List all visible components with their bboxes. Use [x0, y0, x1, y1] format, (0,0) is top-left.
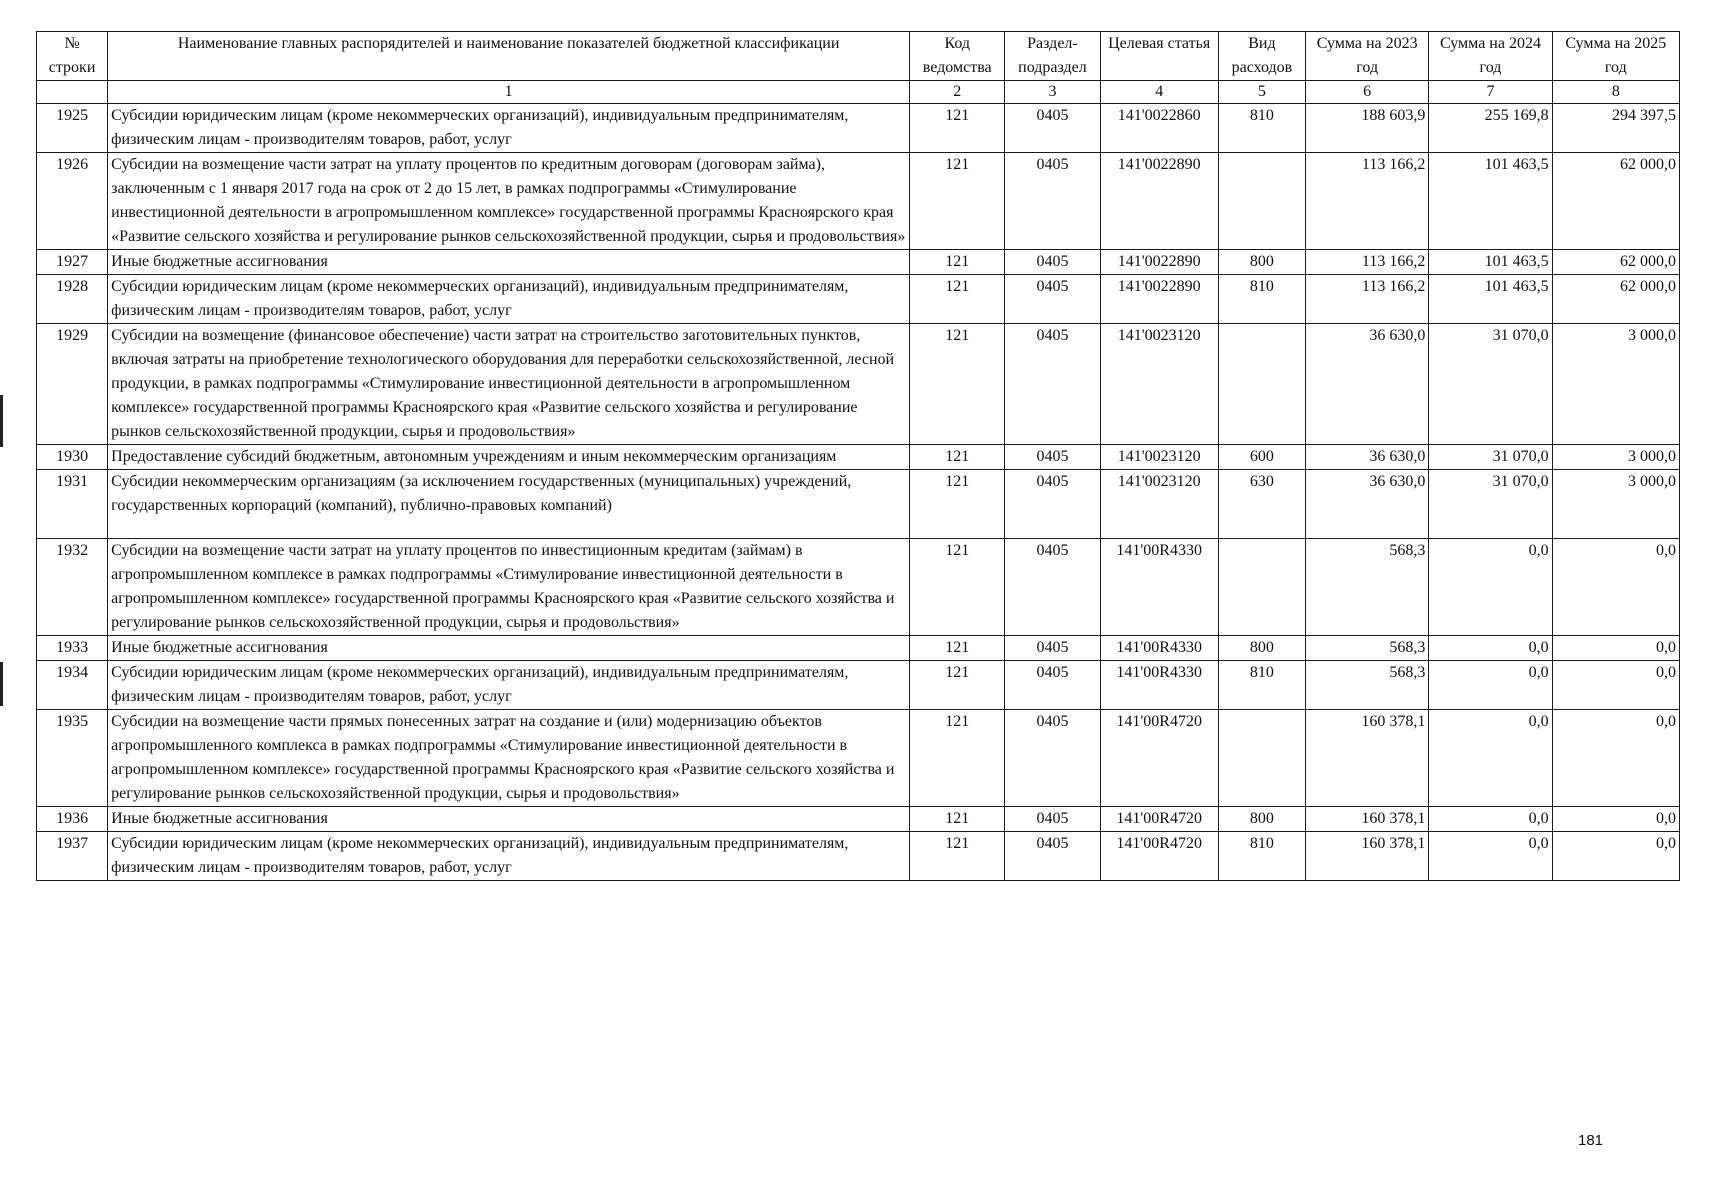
- sum-2023: 568,3: [1306, 661, 1429, 710]
- row-name: Субсидии на возмещение части затрат на уплату процентов по инвестиционным кредитам (займам) в агропромышленном комплексе в рамках подпрограммы «Стимулирование инвестиционной деятельности в агропромышленном комплексе» государственной программы Красноярского края «Развитие сельского хозяйства и регулирование рынков сельскохозяйственной продукции, сырья и продовольствия»: [108, 539, 910, 636]
- section-code: 0405: [1005, 275, 1100, 324]
- section-code: 0405: [1005, 104, 1100, 153]
- sum-2025: 3 000,0: [1552, 324, 1679, 445]
- sum-2024: 101 463,5: [1429, 250, 1552, 275]
- header-row-number: № строки: [37, 32, 108, 81]
- sum-2024: 101 463,5: [1429, 153, 1552, 250]
- table-body: [37, 104, 1680, 881]
- table-row: [37, 153, 1680, 250]
- table-row: [37, 250, 1680, 275]
- row-name: Субсидии на возмещение (финансовое обеспечение) части затрат на строительство заготовительных пунктов, включая затраты на приобретение технологического оборудования для переработки сельскохозяйственной, лесной продукции, в рамках подпрограммы «Стимулирование инвестиционной деятельности в агропромышленном комплексе» государственной программы Красноярского края «Развитие сельского хозяйства и регулирование рынков сельскохозяйственной продукции, сырья и продовольствия»: [108, 324, 910, 445]
- department-code: 121: [910, 324, 1005, 445]
- section-code: 0405: [1005, 661, 1100, 710]
- expense-kind: [1218, 710, 1305, 807]
- section-code: 0405: [1005, 832, 1100, 881]
- row-number: 1930: [37, 445, 108, 470]
- sum-2023: 160 378,1: [1306, 807, 1429, 832]
- section-code: 0405: [1005, 636, 1100, 661]
- department-code: 121: [910, 539, 1005, 636]
- row-name: Субсидии юридическим лицам (кроме некоммерческих организаций), индивидуальным предпринимателям, физическим лицам - производителям товаров, работ, услуг: [108, 104, 910, 153]
- expense-kind: [1218, 324, 1305, 445]
- department-code: 121: [910, 445, 1005, 470]
- target-article: 141'0023120: [1100, 445, 1218, 470]
- sum-2024: 255 169,8: [1429, 104, 1552, 153]
- row-name: Субсидии юридическим лицам (кроме некоммерческих организаций), индивидуальным предпринимателям, физическим лицам - производителям товаров, работ, услуг: [108, 832, 910, 881]
- column-number: 8: [1552, 81, 1679, 104]
- column-number: 6: [1306, 81, 1429, 104]
- sum-2025: 3 000,0: [1552, 445, 1679, 470]
- scan-margin-mark: [0, 395, 3, 447]
- column-number: 1: [108, 81, 910, 104]
- expense-kind: 800: [1218, 250, 1305, 275]
- column-number-row: [37, 81, 1680, 104]
- row-number: 1926: [37, 153, 108, 250]
- sum-2023: 113 166,2: [1306, 153, 1429, 250]
- row-number: 1927: [37, 250, 108, 275]
- sum-2025: 0,0: [1552, 710, 1679, 807]
- row-name: Субсидии некоммерческим организациям (за исключением государственных (муниципальных) учреждений, государственных корпораций (компаний), публично-правовых компаний): [108, 470, 910, 539]
- budget-table-container: [36, 31, 1680, 881]
- sum-2023: 113 166,2: [1306, 275, 1429, 324]
- sum-2024: 0,0: [1429, 807, 1552, 832]
- section-code: 0405: [1005, 807, 1100, 832]
- table-row: [37, 470, 1680, 539]
- table-row: [37, 445, 1680, 470]
- header-section: Раздел-подраздел: [1005, 32, 1100, 81]
- expense-kind: 810: [1218, 275, 1305, 324]
- sum-2025: 0,0: [1552, 636, 1679, 661]
- section-code: 0405: [1005, 539, 1100, 636]
- sum-2023: 36 630,0: [1306, 470, 1429, 539]
- sum-2024: 31 070,0: [1429, 470, 1552, 539]
- header-sum-2025: Сумма на 2025 год: [1552, 32, 1679, 81]
- header-department-code: Код ведомства: [910, 32, 1005, 81]
- header-expense-kind: Вид расходов: [1218, 32, 1305, 81]
- expense-kind: 800: [1218, 636, 1305, 661]
- department-code: 121: [910, 153, 1005, 250]
- table-row: [37, 636, 1680, 661]
- expense-kind: 630: [1218, 470, 1305, 539]
- expense-kind: [1218, 539, 1305, 636]
- table-row: [37, 710, 1680, 807]
- row-number: 1925: [37, 104, 108, 153]
- sum-2025: 0,0: [1552, 539, 1679, 636]
- row-name: Иные бюджетные ассигнования: [108, 636, 910, 661]
- row-number: 1931: [37, 470, 108, 539]
- sum-2025: 62 000,0: [1552, 275, 1679, 324]
- sum-2025: 62 000,0: [1552, 250, 1679, 275]
- sum-2023: 113 166,2: [1306, 250, 1429, 275]
- expense-kind: 810: [1218, 832, 1305, 881]
- sum-2023: 568,3: [1306, 539, 1429, 636]
- row-name: Субсидии на возмещение части прямых понесенных затрат на создание и (или) модернизацию объектов агропромышленного комплекса в рамках подпрограммы «Стимулирование инвестиционной деятельности в агропромышленном комплексе» государственной программы Красноярского края «Развитие сельского хозяйства и регулирование рынков сельскохозяйственной продукции, сырья и продовольствия»: [108, 710, 910, 807]
- target-article: 141'0023120: [1100, 470, 1218, 539]
- scan-margin-mark: [0, 662, 3, 706]
- expense-kind: 600: [1218, 445, 1305, 470]
- row-name: Субсидии юридическим лицам (кроме некоммерческих организаций), индивидуальным предпринимателям, физическим лицам - производителям товаров, работ, услуг: [108, 275, 910, 324]
- header-sum-2024: Сумма на 2024 год: [1429, 32, 1552, 81]
- sum-2025: 0,0: [1552, 807, 1679, 832]
- table-row: [37, 324, 1680, 445]
- sum-2025: 0,0: [1552, 832, 1679, 881]
- table-row: [37, 275, 1680, 324]
- sum-2023: 188 603,9: [1306, 104, 1429, 153]
- department-code: 121: [910, 636, 1005, 661]
- sum-2023: 160 378,1: [1306, 832, 1429, 881]
- sum-2023: 568,3: [1306, 636, 1429, 661]
- department-code: 121: [910, 470, 1005, 539]
- sum-2024: 0,0: [1429, 710, 1552, 807]
- target-article: 141'0022890: [1100, 275, 1218, 324]
- table-row: [37, 661, 1680, 710]
- column-number: [37, 81, 108, 104]
- column-number: 3: [1005, 81, 1100, 104]
- row-name: Иные бюджетные ассигнования: [108, 807, 910, 832]
- header-name: Наименование главных распорядителей и наименование показателей бюджетной классификации: [108, 32, 910, 81]
- table-header-row: [37, 32, 1680, 81]
- department-code: 121: [910, 275, 1005, 324]
- section-code: 0405: [1005, 153, 1100, 250]
- target-article: 141'0022890: [1100, 250, 1218, 275]
- sum-2024: 0,0: [1429, 636, 1552, 661]
- expense-kind: [1218, 153, 1305, 250]
- page-number: 181: [1578, 1132, 1604, 1149]
- section-code: 0405: [1005, 470, 1100, 539]
- column-number: 2: [910, 81, 1005, 104]
- row-name: Субсидии юридическим лицам (кроме некоммерческих организаций), индивидуальным предпринимателям, физическим лицам - производителям товаров, работ, услуг: [108, 661, 910, 710]
- column-number: 5: [1218, 81, 1305, 104]
- department-code: 121: [910, 104, 1005, 153]
- target-article: 141'0022860: [1100, 104, 1218, 153]
- row-number: 1935: [37, 710, 108, 807]
- expense-kind: 800: [1218, 807, 1305, 832]
- expense-kind: 810: [1218, 104, 1305, 153]
- row-number: 1929: [37, 324, 108, 445]
- section-code: 0405: [1005, 250, 1100, 275]
- row-number: 1936: [37, 807, 108, 832]
- target-article: 141'00R4720: [1100, 832, 1218, 881]
- sum-2024: 0,0: [1429, 661, 1552, 710]
- target-article: 141'00R4720: [1100, 710, 1218, 807]
- target-article: 141'00R4330: [1100, 636, 1218, 661]
- sum-2023: 36 630,0: [1306, 445, 1429, 470]
- department-code: 121: [910, 832, 1005, 881]
- column-number: 4: [1100, 81, 1218, 104]
- target-article: 141'00R4720: [1100, 807, 1218, 832]
- sum-2025: 3 000,0: [1552, 470, 1679, 539]
- section-code: 0405: [1005, 710, 1100, 807]
- section-code: 0405: [1005, 445, 1100, 470]
- sum-2024: 0,0: [1429, 832, 1552, 881]
- table-row: [37, 832, 1680, 881]
- sum-2023: 36 630,0: [1306, 324, 1429, 445]
- sum-2025: 0,0: [1552, 661, 1679, 710]
- target-article: 141'00R4330: [1100, 539, 1218, 636]
- header-target-article: Целевая статья: [1100, 32, 1218, 81]
- column-number: 7: [1429, 81, 1552, 104]
- row-number: 1932: [37, 539, 108, 636]
- row-name: Предоставление субсидий бюджетным, автономным учреждениям и иным некоммерческим организациям: [108, 445, 910, 470]
- sum-2025: 62 000,0: [1552, 153, 1679, 250]
- table-row: [37, 539, 1680, 636]
- row-name: Иные бюджетные ассигнования: [108, 250, 910, 275]
- target-article: 141'0023120: [1100, 324, 1218, 445]
- row-number: 1937: [37, 832, 108, 881]
- row-name: Субсидии на возмещение части затрат на уплату процентов по кредитным договорам (договорам займа), заключенным с 1 января 2017 года на срок от 2 до 15 лет, в рамках подпрограммы «Стимулирование инвестиционной деятельности в агропромышленном комплексе» государственной программы Красноярского края «Развитие сельского хозяйства и регулирование рынков сельскохозяйственной продукции, сырья и продовольствия»: [108, 153, 910, 250]
- sum-2025: 294 397,5: [1552, 104, 1679, 153]
- sum-2024: 31 070,0: [1429, 324, 1552, 445]
- row-number: 1928: [37, 275, 108, 324]
- department-code: 121: [910, 710, 1005, 807]
- table-row: [37, 807, 1680, 832]
- sum-2024: 101 463,5: [1429, 275, 1552, 324]
- budget-table: [36, 31, 1680, 881]
- target-article: 141'00R4330: [1100, 661, 1218, 710]
- department-code: 121: [910, 250, 1005, 275]
- section-code: 0405: [1005, 324, 1100, 445]
- department-code: 121: [910, 661, 1005, 710]
- sum-2024: 31 070,0: [1429, 445, 1552, 470]
- row-number: 1934: [37, 661, 108, 710]
- header-sum-2023: Сумма на 2023 год: [1306, 32, 1429, 81]
- row-number: 1933: [37, 636, 108, 661]
- target-article: 141'0022890: [1100, 153, 1218, 250]
- sum-2023: 160 378,1: [1306, 710, 1429, 807]
- department-code: 121: [910, 807, 1005, 832]
- sum-2024: 0,0: [1429, 539, 1552, 636]
- table-row: [37, 104, 1680, 153]
- expense-kind: 810: [1218, 661, 1305, 710]
